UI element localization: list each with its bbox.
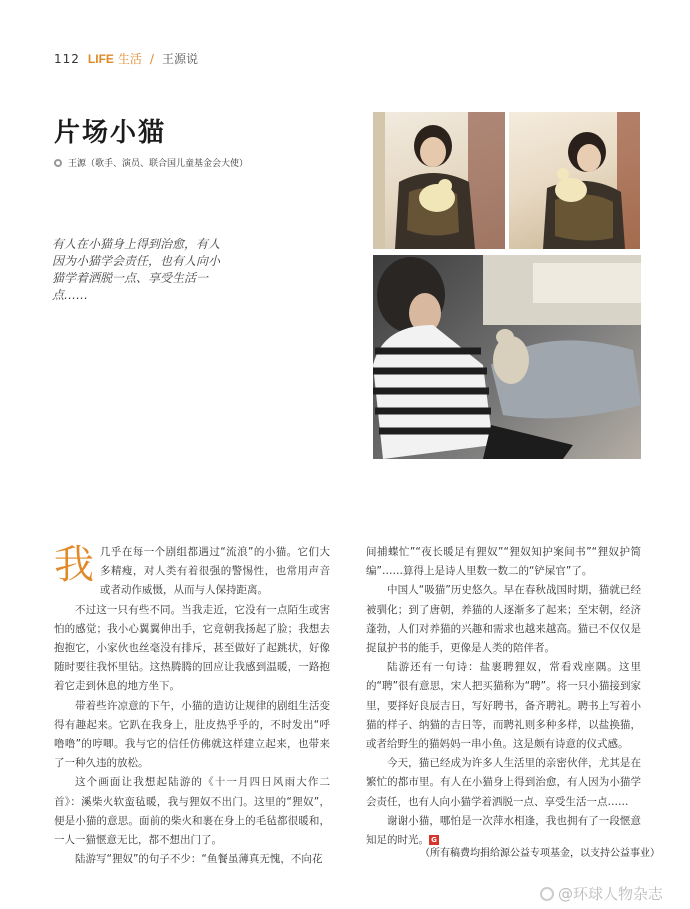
header-separator: / [149, 51, 154, 66]
paragraph: 陆游写“狸奴”的句子不少：“鱼餐虽薄真无愧，不向花 [75, 853, 323, 866]
paragraph: 不过这一只有些不同。当我走近，它没有一点陌生或害怕的感觉；我小心翼翼伸出手，它竟朝我扬起了脸；我想去抱抱它，小家伙也丝毫没有排斥，甚至做好了起跳状，好像随时要往我怀里钻。这热腾腾的回应让我感到温暖，一路抱着它走到休息的地方坐下。 [54, 603, 330, 693]
donation-footnote: （所有稿费均捐给源公益专项基金，以支持公益事业） [420, 848, 660, 859]
page-number: 112 [54, 51, 80, 66]
page-header [54, 50, 198, 67]
drop-cap: 我 [54, 542, 94, 588]
article-body-left-column [54, 543, 330, 869]
author-name: 王源（歌手、演员、联合国儿童基金会大使） [68, 159, 249, 169]
photo-holding-cat-right [509, 112, 640, 249]
pull-quote: 有人在小猫身上得到治愈，有人因为小猫学会责任，也有人向小猫学着洒脱一点、享受生活一点…… [52, 237, 221, 302]
end-mark-icon: G [429, 835, 439, 845]
section-label-en: LIFE [87, 51, 114, 66]
paragraph: 今天，猫已经成为许多人生活里的亲密伙伴，尤其是在繁忙的都市里。有人在小猫身上得到治愈，有人因为小猫学会责任，也有人向小猫学着洒脱一点、享受生活一点…… [366, 757, 641, 808]
paragraph-text: 谢谢小猫，哪怕是一次萍水相逢，我也拥有了一段惬意知足的时光。 [366, 814, 641, 847]
watermark-text: @环球人物杂志 [558, 885, 664, 903]
section-label-cn: 生活 [117, 52, 142, 66]
photo-sitting-with-cat [373, 255, 641, 459]
article-body-right-column [366, 543, 641, 850]
paragraph: 中国人“吸猫”历史悠久。早在春秋战国时期，猫就已经被驯化；到了唐朝，养猫的人逐渐多了起来；至宋朝，经济蓬勃，人们对养猫的兴趣和需求也越来越高。猫已不仅仅是捉鼠护书的能手，更像是人类的陪伴者。 [366, 584, 641, 655]
weibo-icon [540, 887, 554, 901]
photo-holding-cat-left [373, 112, 505, 249]
paragraph: 这个画面让我想起陆游的《十一月四日风雨大作二首》：溪柴火软蛮毡暖，我与狸奴不出门。这里的“狸奴”，便是小猫的意思。面前的柴火和裹在身上的毛毡都很暖和，一人一猫惬意无比，都不想出门了。 [54, 776, 330, 847]
paragraph-text: 几乎在每一个剧组都遇过“流浪”的小猫。它们大多精瘦，对人类有着很强的警惕性，也常用声音或者动作威慑，从而与人保持距离。 [100, 546, 330, 597]
paragraph: 间捕蝶忙”“夜长暖足有狸奴”“狸奴知护案间书”“狸奴护简编”……算得上是诗人里数一数二的“铲屎官”了。 [366, 546, 641, 578]
column-name: 王源说 [161, 52, 198, 66]
watermark [540, 883, 663, 904]
article-title: 片场小猫 [54, 118, 167, 148]
author-line [54, 156, 248, 169]
paragraph: 带着些许凉意的下午，小猫的造访让规律的剧组生活变得有趣起来。它趴在我身上，肚皮热乎乎的，不时发出“呼噜噜”的哼唧。我与它的信任仿佛就这样建立起来，也带来了一种久违的放松。 [54, 699, 330, 770]
paragraph: 陆游还有一句诗：盐裹聘狸奴，常看戏座隅。这里的“聘”很有意思，宋人把买猫称为“聘”。将一只小猫接到家里，要择好良辰吉日，写好聘书，备齐聘礼。聘书上写着小猫的样子、纳猫的吉日等，而聘礼则多种多样，以盐换猫，或者给野生的猫妈妈一串小鱼。这是颇有诗意的仪式感。 [366, 661, 641, 751]
author-bullet-icon [54, 159, 62, 167]
paragraph [54, 543, 330, 601]
